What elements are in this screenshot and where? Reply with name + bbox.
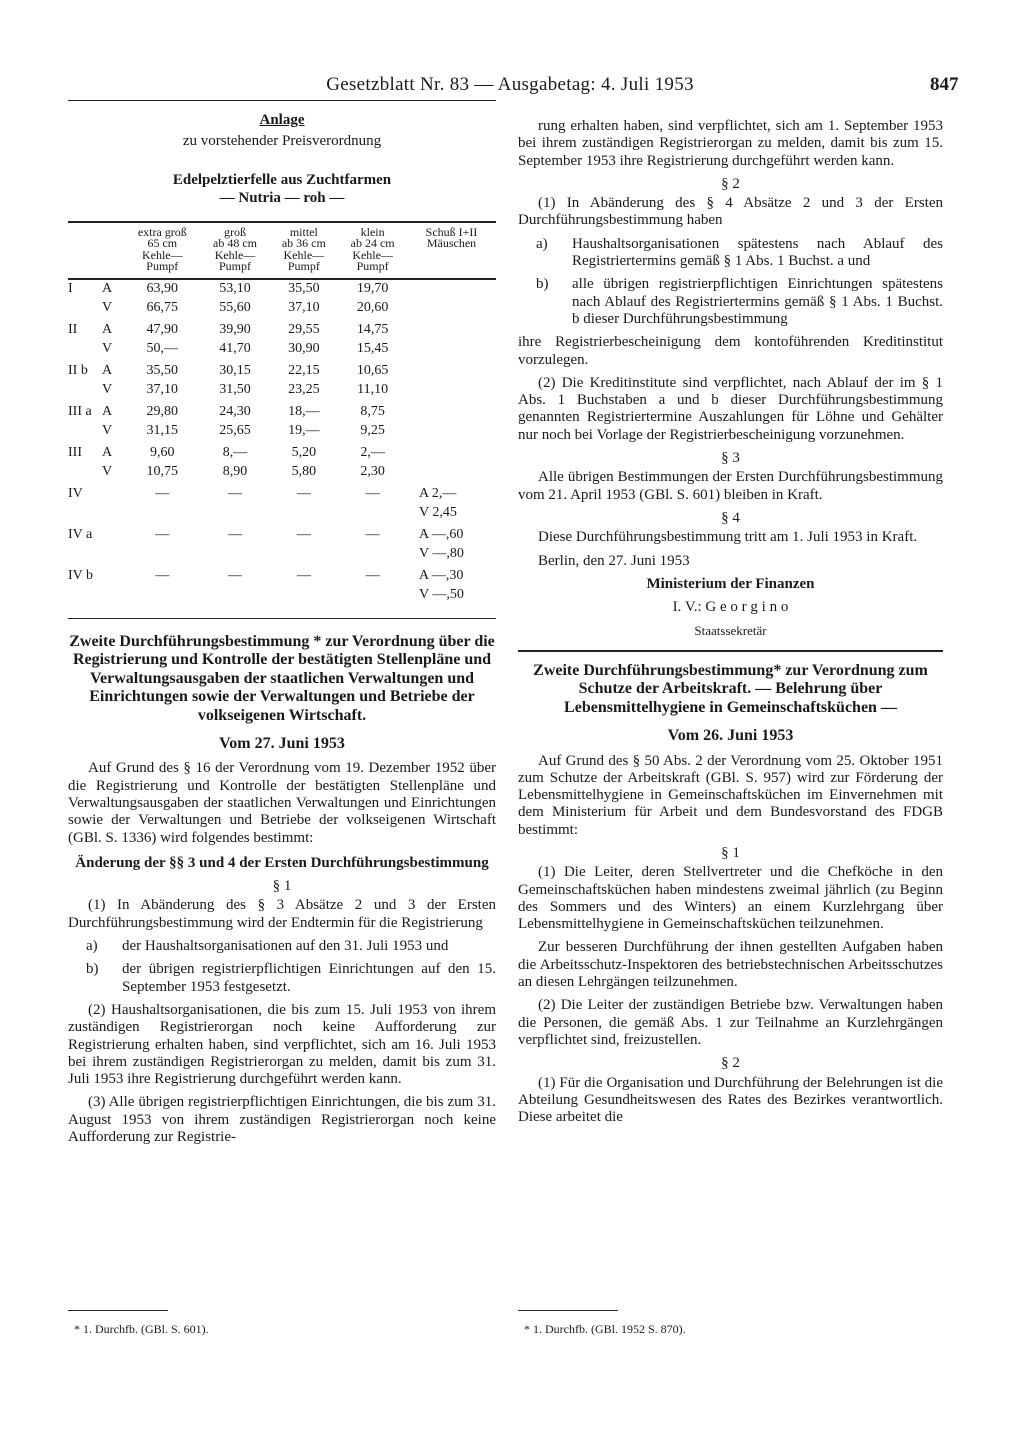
quality-label: V [102,299,113,315]
paragraph-text: Diese Durchführungsbestimmung tritt am 1. Juli 1953 in Kraft. [538,529,918,546]
table-cell: 35,50 [288,281,320,297]
table-cell: 23,25 [288,381,320,397]
table-cell: 31,50 [219,381,251,397]
grade-label: IV [68,486,83,502]
table-cell: 41,70 [219,340,251,356]
signer-title: Staatssekretär [694,623,767,639]
table-row [68,298,496,317]
table-cell: 29,55 [288,322,320,338]
quality-label: A [102,322,113,338]
list-marker: b) [536,276,549,293]
place-date: Berlin, den 27. Juni 1953 [538,552,690,569]
table-cell: 5,80 [291,463,317,479]
table-row [68,358,496,381]
indented-list [68,938,496,996]
table-cell-grade [68,522,124,545]
table-row [68,503,496,522]
quality-label: A [102,404,113,420]
amendment-subheading: Änderung der §§ 3 und 4 der Ersten Durchführungsbestimmung [75,854,489,871]
quality-label: A [102,445,113,461]
table-cell: 22,15 [288,363,320,379]
table-cell: — [365,486,380,502]
paragraph-text: Alle übrigen Bestimmungen der Ersten Durchführungsbestimmung vom 21. April 1953 (GBl. S. 601) bleiben in Kraft. [518,469,943,503]
section-divider [518,650,943,652]
section-mark-2b: § 2 [721,1055,740,1072]
table-cell-grade [68,339,124,358]
paragraph-text: (1) Die Leiter, deren Stellvertreter und die Chefköche in den Gemeinschaftsküchen haben mindestens zweimal jährlich (zu Beginn des Sommers und des Winters) an einem Kurzlehrgang über Lebensmittelhygiene in Gemeinschaftsküchen teilzunehmen. [518,864,943,933]
footnote-rule-right [518,1310,618,1311]
table-cell [201,544,270,563]
section-mark-1: § 1 [272,878,292,895]
table-cell: 8,75 [360,404,385,420]
table-cell: 20,60 [356,299,389,315]
right-column [518,118,943,1132]
paragraph-text: (3) Alle übrigen registrierpflichtigen Einrichtungen, die bis zum 31. August 1953 von ihrem zuständigen Registrierorgan noch keine Aufforderung zur Registrie- [68,1094,496,1146]
table-cell: — [228,527,243,543]
grade-label: III a [68,404,92,420]
table-cell-grade [68,358,124,381]
table-cell: 18,— [288,404,320,420]
regulation-date-2: Vom 26. Juni 1953 [667,727,794,745]
annex-title: Anlage [259,112,305,128]
table-header-cell: extra groß 65 cm Kehle— Pumpf [137,224,187,274]
grade-label: III [68,445,82,461]
annex-subtitle: zu vorstehender Preisverordnung [182,133,382,150]
paragraph-text: rung erhalten haben, sind verpflichtet, sich am 1. September 1953 bei ihrem zuständigen Registrierorgan zu melden, damit bis zum 15. September 1953 ihre Registrierung durchgeführt werden kann. [518,118,943,169]
table-cell-grade [68,585,124,604]
table-cell: 66,75 [146,299,179,315]
table-row [68,522,496,545]
list-item [68,961,496,996]
list-item [68,938,496,955]
table-cell-grade [68,380,124,399]
quality-label: A [102,363,113,379]
indented-list [518,236,943,328]
table-cell: 24,30 [219,404,251,420]
table-cell: 47,90 [146,322,179,338]
table-header-grade [68,222,124,279]
regulation-date-1: Vom 27. Juni 1953 [219,735,345,753]
table-cell: — [296,568,311,584]
table-cell: 37,10 [146,381,179,397]
table-row [68,585,496,604]
table-cell [407,440,496,463]
section-mark-3: § 3 [721,450,740,467]
table-cell-grade [68,481,124,504]
table-cell: — [228,568,243,584]
table-cell: 30,15 [219,363,251,379]
footnote-rule-left [68,1310,168,1311]
paragraph-text: ihre Registrierbescheinigung dem kontoführenden Kreditinstitut vorzulegen. [518,334,943,368]
table-row [68,279,496,299]
table-cell [124,585,201,604]
table-cell [269,585,338,604]
section-divider [68,618,496,619]
grade-label: II b [68,363,88,379]
table-cell: — [365,568,380,584]
list-marker: a) [536,235,548,252]
quality-label: V [102,463,113,479]
table-row [68,399,496,422]
signer-name: I. V.: G e o r g i n o [672,599,789,616]
table-cell [124,503,201,522]
paragraph-text: (1) In Abänderung des § 4 Absätze 2 und 3 der Ersten Durchführungsbestimmung haben [518,195,943,229]
grade-label: I [68,281,73,297]
list-text: der Haushaltsorganisationen auf den 31. Juli 1953 und [122,938,449,955]
list-text: der übrigen registrierpflichtigen Einrichtungen auf den 15. September 1953 festgesetzt. [122,961,496,995]
table-cell: 25,65 [219,422,251,438]
table-cell: 19,70 [356,281,389,297]
table-cell: 5,20 [291,445,317,461]
table-cell [407,380,496,399]
table-cell [407,298,496,317]
price-table-title: Edelpelztierfelle aus Zuchtfarmen [172,171,392,188]
table-cell: 37,10 [288,299,320,315]
regulation-heading-1: Zweite Durchführungsbestimmung * zur Verordnung über die Registrierung und Kontrolle der bestätigten Stellenpläne und Verwaltungsausgaben der staatlichen Verwaltungen und Einrichtungen sowie der Verwaltungen und Betriebe der volkseigenen Wirtschaft. [69,632,495,724]
table-cell: 8,90 [222,463,248,479]
table-cell [124,544,201,563]
table-cell: V —,80 [419,545,464,561]
list-marker: b) [86,961,99,978]
regulation-intro-2: Auf Grund des § 50 Abs. 2 der Verordnung vom 25. Oktober 1951 zum Schutze der Arbeitskraft (GBl. S. 957) wird zur Förderung der Lebensmittelhygiene in Gemeinschaftsküchen im Einvernehmen mit dem Ministerium für Arbeit und dem Bundesvorstand des FDGB bestimmt: [518,752,943,838]
table-cell: 29,80 [146,404,179,420]
table-cell-grade [68,298,124,317]
table-cell: V 2,45 [419,504,457,520]
table-cell: 8,— [222,445,248,461]
table-row [68,563,496,586]
table-header-cell: mittel ab 36 cm Kehle— Pumpf [281,224,326,274]
table-row [68,481,496,504]
table-cell-grade [68,544,124,563]
paragraph-text: (2) Die Leiter der zuständigen Betriebe bzw. Verwaltungen haben die Personen, die gemäß Abs. 1 zur Teilnahme an Kurzlehrgängen verpflichtet sind, freizustellen. [518,997,943,1048]
table-cell: 2,— [360,445,385,461]
quality-label: V [102,340,113,356]
paragraph-text: Zur besseren Durchführung der ihnen gestellten Aufgaben haben die Arbeitsschutz-Inspektoren des betriebstechnischen Arbeitsschutzes an diesen Lehrgängen teilzunehmen. [518,939,943,991]
table-cell [338,585,407,604]
grade-label: IV b [68,568,94,584]
list-text: Haushaltsorganisationen spätestens nach Ablauf des Registriertermins gemäß § 1 Abs. 1 Buchst. a und [572,235,943,270]
list-item [518,236,943,271]
list-item [518,276,943,328]
table-cell: 39,90 [219,322,251,338]
footnote-right: * 1. Durchfb. (GBl. 1952 S. 870). [524,1322,686,1336]
table-cell [338,503,407,522]
regulation-intro-1: Auf Grund des § 16 der Verordnung vom 19. Dezember 1952 über die Registrierung und Kontrolle der bestätigten Stellenpläne und Verwaltungsausgaben der staatlichen Verwaltungen und Einrichtungen sowie der Verwaltungen und Betriebe der volkseigenen Wirtschaft (GBl. S. 1336) wird folgendes bestimmt: [68,760,496,846]
paragraph-text: (1) Für die Organisation und Durchführung der Belehrungen ist die Abteilung Gesundheitswesen des Rates des Bezirkes verantwortlich. Diese arbeitet die [518,1074,943,1126]
fur-price-table [68,221,496,604]
table-cell: 10,65 [356,363,389,379]
table-cell [407,399,496,422]
table-cell [201,585,270,604]
table-cell: — [155,486,170,502]
grade-label: II [68,322,78,338]
table-header-cell: Schuß I+II Mäuschen [425,224,478,251]
table-row [68,317,496,340]
table-cell: — [155,568,170,584]
table-cell: 53,10 [219,281,251,297]
table-cell: 2,30 [360,463,385,479]
list-text: alle übrigen registrierpflichtigen Einrichtungen spätestens nach Ablauf des Registriertermins gemäß § 1 Abs. 1 Buchst. b dieser Durchführungsbestimmung [572,276,943,327]
table-cell [407,421,496,440]
quality-label: V [102,381,113,397]
table-cell-grade [68,563,124,586]
quality-label: A [102,281,113,297]
table-cell: A —,30 [419,568,464,584]
table-cell: 35,50 [146,363,179,379]
table-row [68,440,496,463]
table-cell-grade [68,462,124,481]
table-cell: A —,60 [419,527,464,543]
table-cell: 63,90 [146,281,179,297]
table-cell: 31,15 [146,422,179,438]
table-header-cell: groß ab 48 cm Kehle— Pumpf [213,224,258,274]
table-row [68,544,496,563]
table-cell [269,544,338,563]
table-header-cell: klein ab 24 cm Kehle— Pumpf [350,224,395,274]
table-cell-grade [68,503,124,522]
quality-label: V [102,422,113,438]
table-cell: — [365,527,380,543]
table-cell: 19,— [288,422,320,438]
table-cell [407,339,496,358]
regulation-heading-2: Zweite Durchführungsbestimmung* zur Verordnung zum Schutze der Arbeitskraft. — Belehrung über Lebensmittelhygiene in Gemeinschaftsküchen — [533,661,928,716]
table-cell [407,462,496,481]
table-cell: A 2,— [419,486,457,502]
grade-label: IV a [68,527,93,543]
table-row [68,462,496,481]
table-cell-grade [68,279,124,299]
table-cell [201,503,270,522]
table-row [68,339,496,358]
table-row [68,421,496,440]
section-mark-2: § 2 [721,175,740,192]
table-cell-grade [68,421,124,440]
table-cell [338,544,407,563]
table-cell-grade [68,440,124,463]
paragraph-text: (1) In Abänderung des § 3 Absätze 2 und 3 der Ersten Durchführungsbestimmung wird der Endtermin für die Registrierung [68,897,496,931]
table-cell-grade [68,317,124,340]
table-cell: 30,90 [288,340,320,356]
table-cell: 14,75 [356,322,389,338]
table-cell: 11,10 [357,381,389,397]
table-cell [407,317,496,340]
footnote-left: * 1. Durchfb. (GBl. S. 601). [74,1322,209,1336]
page-number: 847 [930,74,959,95]
page-header-title: Gesetzblatt Nr. 83 — Ausgabetag: 4. Juli 1953 [326,74,694,95]
price-table-subtitle: — Nutria — roh — [219,189,345,206]
table-cell: 15,45 [356,340,389,356]
table-cell: V —,50 [419,586,464,602]
section-mark-4: § 4 [721,509,740,526]
table-row [68,380,496,399]
table-body [68,279,496,604]
table-cell: — [155,527,170,543]
header-rule [68,100,496,101]
table-cell [407,358,496,381]
paragraph-text: (2) Die Kreditinstitute sind verpflichtet, nach Ablauf der im § 1 Abs. 1 Buchstaben a und b dieser Durchführungsbestimmung genannten Registriertermine Auszahlungen für Löhne und Gehälter nur noch bei Vorlage der Registrierbescheinigung vorzunehmen. [518,374,943,443]
left-column [68,112,496,1152]
list-marker: a) [86,938,98,955]
table-cell-grade [68,399,124,422]
table-cell [407,279,496,299]
ministry-name: Ministerium der Finanzen [646,575,815,592]
paragraph-text: (2) Haushaltsorganisationen, die bis zum 15. Juli 1953 von ihrem zuständigen Registrierorgan noch keine Aufforderung zur Registrierung erhalten haben, sind verpflichtet, sich am 16. Juli 1953 bei ihrem zuständigen Registrierorgan zu melden, damit bis zum 31. Juli 1953 ihre Registrierung durchgeführt werden kann. [68,1001,496,1088]
table-cell: — [296,527,311,543]
table-cell [269,503,338,522]
section-mark-1b: § 1 [721,845,740,861]
table-cell: — [296,486,311,502]
table-cell: 10,75 [146,463,179,479]
table-cell: 9,60 [150,445,175,461]
table-cell: 9,25 [360,422,385,438]
table-cell: 50,— [146,340,179,356]
table-cell: 55,60 [219,299,251,315]
table-header-row [68,222,496,279]
table-cell: — [228,486,243,502]
